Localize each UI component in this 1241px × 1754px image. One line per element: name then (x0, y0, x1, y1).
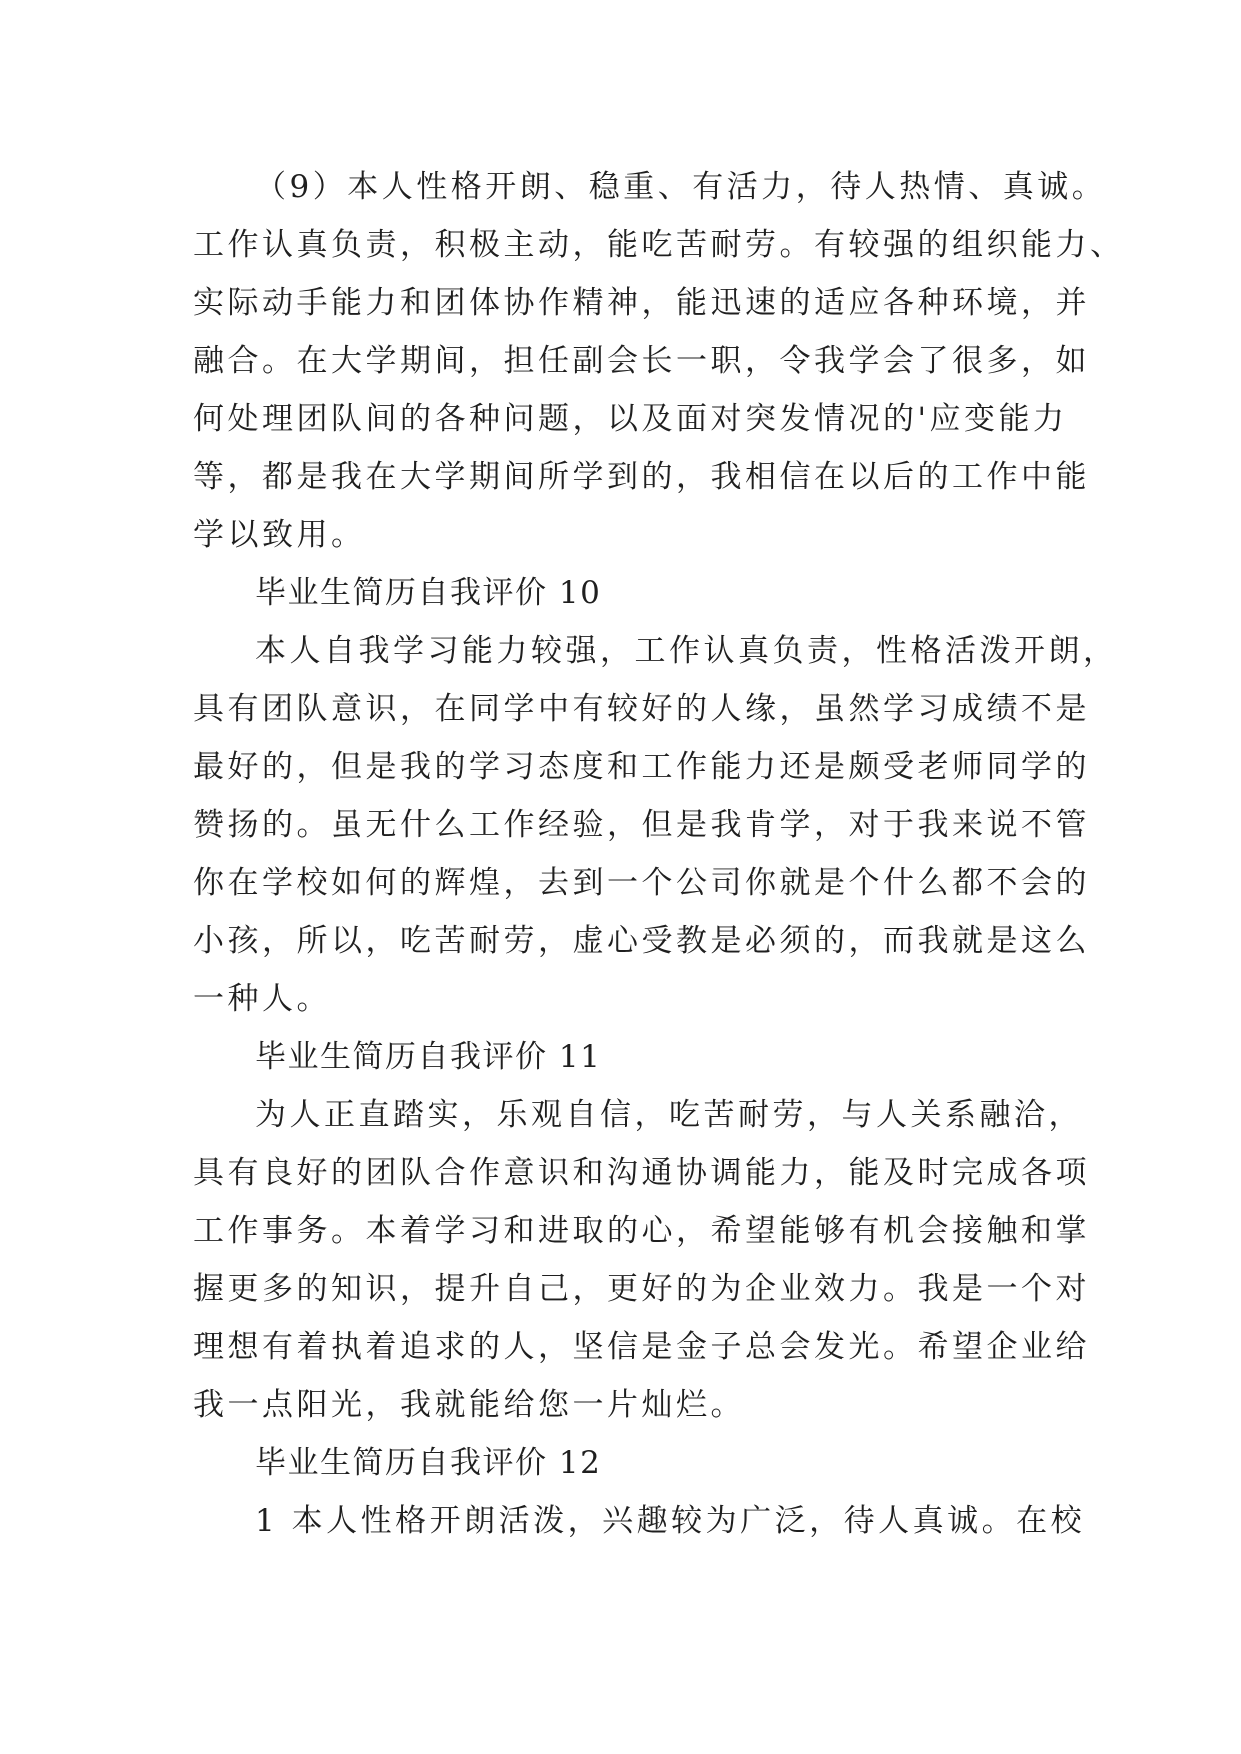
section-heading: 毕业生简历自我评价 10 (255, 575, 602, 611)
paragraph-line: 融合。在大学期间，担任副会长一职，令我学会了很多，如 (193, 343, 1090, 379)
paragraph-line: 本人自我学习能力较强，工作认真负责，性格活泼开朗， (255, 633, 1118, 669)
paragraph-line: 学以致用。 (193, 517, 366, 553)
paragraph-line: 具有团队意识，在同学中有较好的人缘，虽然学习成绩不是 (193, 691, 1090, 727)
paragraph-line: 等，都是我在大学期间所学到的，我相信在以后的工作中能 (193, 459, 1090, 495)
paragraph-line: 一种人。 (193, 981, 331, 1017)
paragraph-line: 最好的，但是我的学习态度和工作能力还是颇受老师同学的 (193, 749, 1090, 785)
paragraph-line: （9）本人性格开朗、稳重、有活力，待人热情、真诚。 (255, 169, 1107, 205)
paragraph-line: 1 本人性格开朗活泼，兴趣较为广泛，待人真诚。在校 (255, 1503, 1086, 1539)
paragraph-line: 为人正直踏实，乐观自信，吃苦耐劳，与人关系融洽， (255, 1097, 1083, 1133)
section-heading: 毕业生简历自我评价 11 (255, 1039, 602, 1075)
paragraph-line: 你在学校如何的辉煌，去到一个公司你就是个什么都不会的 (193, 865, 1090, 901)
section-heading: 毕业生简历自我评价 12 (255, 1445, 602, 1481)
paragraph-line: 工作事务。本着学习和进取的心，希望能够有机会接触和掌 (193, 1213, 1090, 1249)
paragraph-line: 具有良好的团队合作意识和沟通协调能力，能及时完成各项 (193, 1155, 1090, 1191)
paragraph-line: 握更多的知识，提升自己，更好的为企业效力。我是一个对 (193, 1271, 1090, 1307)
paragraph-line: 小孩，所以，吃苦耐劳，虚心受教是必须的，而我就是这么 (193, 923, 1090, 959)
paragraph-line: 理想有着执着追求的人，坚信是金子总会发光。希望企业给 (193, 1329, 1090, 1365)
paragraph-line: 何处理团队间的各种问题，以及面对突发情况的'应变能力 (193, 401, 1068, 437)
paragraph-line: 工作认真负责，积极主动，能吃苦耐劳。有较强的组织能力、 (193, 227, 1125, 263)
paragraph-line: 赞扬的。虽无什么工作经验，但是我肯学，对于我来说不管 (193, 807, 1090, 843)
paragraph-line: 实际动手能力和团体协作精神，能迅速的适应各种环境，并 (193, 285, 1090, 321)
paragraph-line: 我一点阳光，我就能给您一片灿烂。 (193, 1387, 745, 1423)
